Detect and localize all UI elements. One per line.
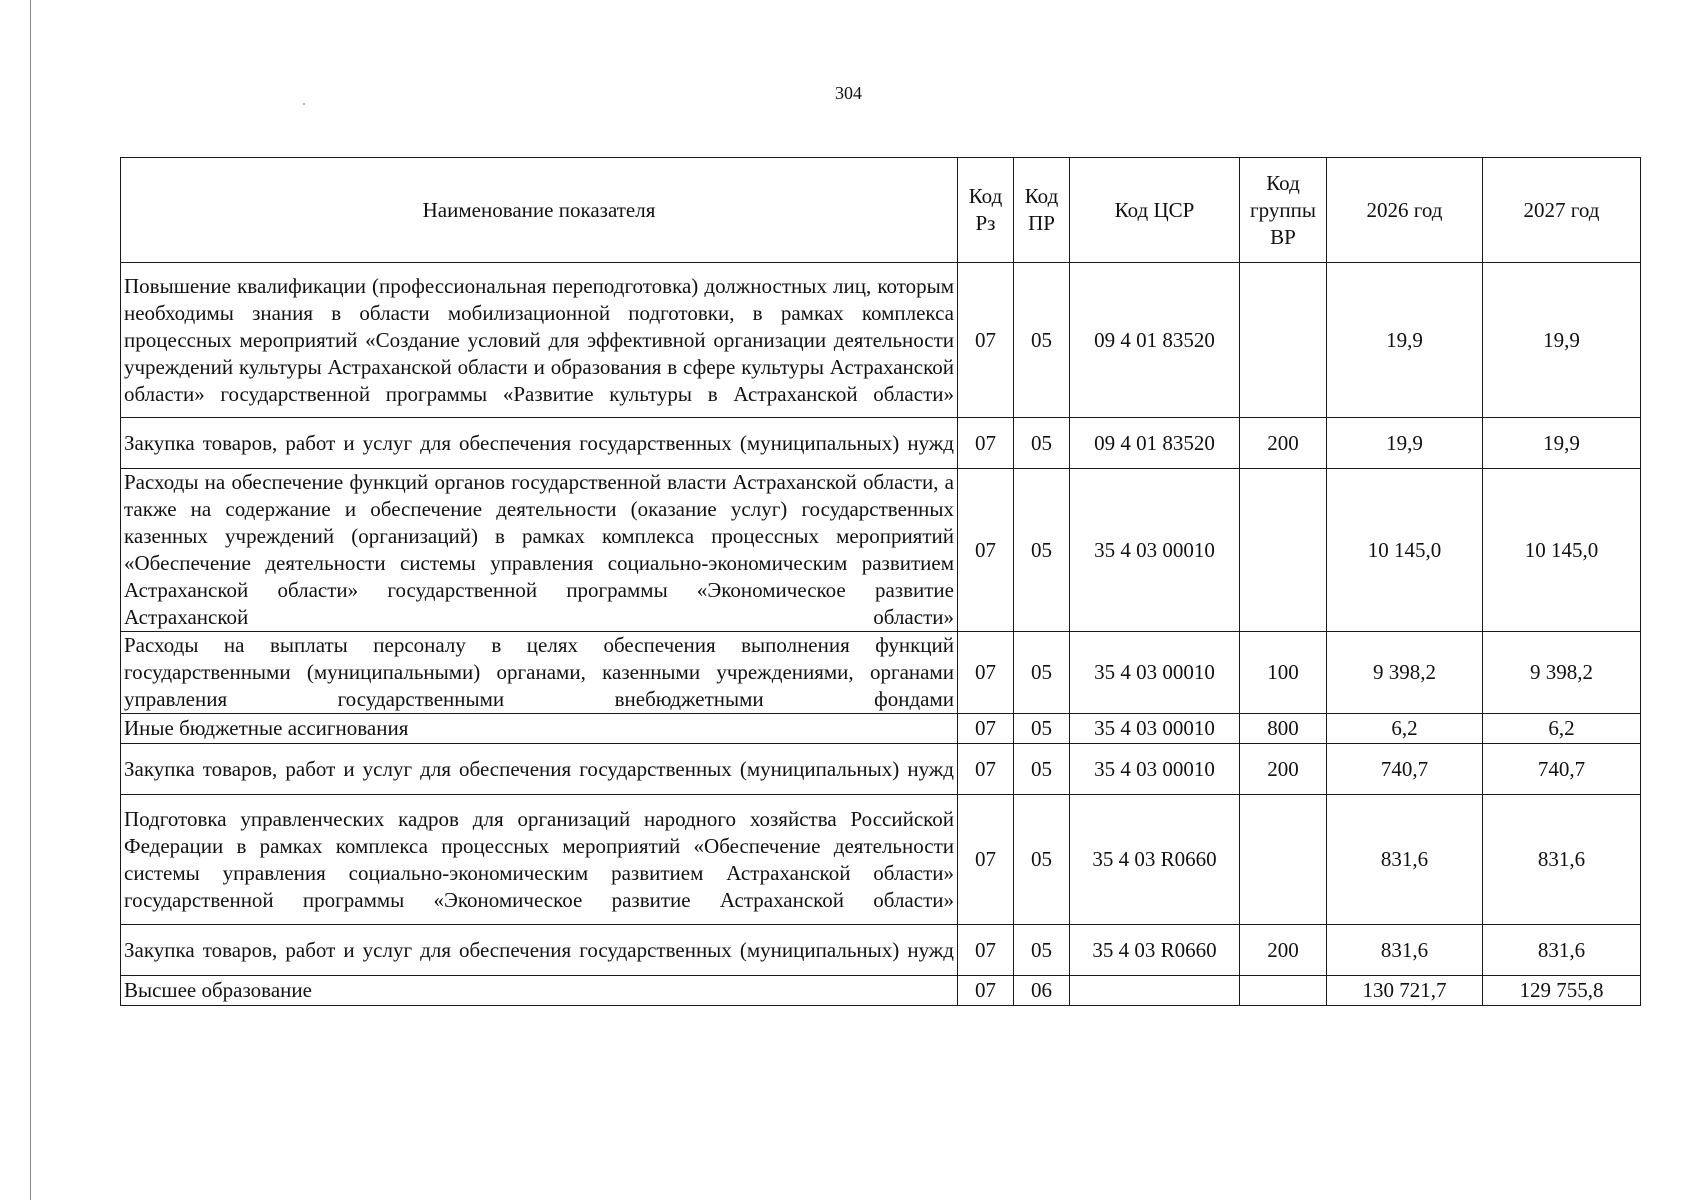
code-pr: 05 <box>1014 795 1070 925</box>
table-row <box>121 714 1641 744</box>
amount-2027: 831,6 <box>1483 795 1641 925</box>
amount-2026: 10 145,0 <box>1327 469 1483 632</box>
indicator-name: Высшее образование <box>121 976 958 1006</box>
amount-2026: 831,6 <box>1327 795 1483 925</box>
code-pr: 05 <box>1014 744 1070 795</box>
header-row <box>121 158 1641 263</box>
code-vr <box>1240 795 1327 925</box>
code-vr: 100 <box>1240 632 1327 714</box>
table-row <box>121 469 1641 632</box>
code-csr: 09 4 01 83520 <box>1070 418 1240 469</box>
amount-2027: 129 755,8 <box>1483 976 1641 1006</box>
amount-2027: 10 145,0 <box>1483 469 1641 632</box>
code-vr: 200 <box>1240 744 1327 795</box>
indicator-name: Расходы на выплаты персоналу в целях обеспечения выполнения функций государственными (муниципальными) органами, казенными учреждениями, органами управления государственными внебюджетными фондами <box>121 632 958 714</box>
code-csr: 35 4 03 00010 <box>1070 714 1240 744</box>
header-name: Наименование показателя <box>121 158 958 263</box>
code-csr: 35 4 03 R0660 <box>1070 925 1240 976</box>
code-pr: 05 <box>1014 714 1070 744</box>
amount-2027: 740,7 <box>1483 744 1641 795</box>
code-rz: 07 <box>958 418 1014 469</box>
code-rz: 07 <box>958 976 1014 1006</box>
code-pr: 05 <box>1014 925 1070 976</box>
indicator-name: Иные бюджетные ассигнования <box>121 714 958 744</box>
indicator-name: Закупка товаров, работ и услуг для обеспечения государственных (муниципальных) нужд <box>121 418 958 469</box>
code-csr: 35 4 03 00010 <box>1070 632 1240 714</box>
indicator-name: Подготовка управленческих кадров для организаций народного хозяйства Российской Федерации в рамках комплекса процессных мероприятий «Обеспечение деятельности системы управления социально-экономическим развитием Астраханской области» государственной программы «Экономическое развитие Астраханской области» <box>121 795 958 925</box>
table-row <box>121 976 1641 1006</box>
code-rz: 07 <box>958 263 1014 418</box>
page-number: 304 <box>835 83 862 103</box>
amount-2027: 19,9 <box>1483 418 1641 469</box>
header-code-pr: Код ПР <box>1014 158 1070 263</box>
code-vr <box>1240 263 1327 418</box>
code-rz: 07 <box>958 795 1014 925</box>
header-code-rz: Код Рз <box>958 158 1014 263</box>
code-csr: 35 4 03 00010 <box>1070 744 1240 795</box>
code-vr: 200 <box>1240 925 1327 976</box>
indicator-name: Повышение квалификации (профессиональная переподготовка) должностных лиц, которым необходимы знания в области мобилизационной подготовки, в рамках комплекса процессных мероприятий «Создание условий для эффективной организации деятельности учреждений культуры Астраханской области и образования в сфере культуры Астраханской области» государственной программы «Развитие культуры в Астраханской области» <box>121 263 958 418</box>
amount-2026: 19,9 <box>1327 418 1483 469</box>
binding-line <box>30 0 31 1200</box>
table-row <box>121 632 1641 714</box>
table-row <box>121 263 1641 418</box>
amount-2026: 6,2 <box>1327 714 1483 744</box>
code-vr <box>1240 469 1327 632</box>
code-pr: 05 <box>1014 263 1070 418</box>
code-rz: 07 <box>958 744 1014 795</box>
code-rz: 07 <box>958 469 1014 632</box>
amount-2026: 831,6 <box>1327 925 1483 976</box>
code-vr: 800 <box>1240 714 1327 744</box>
code-rz: 07 <box>958 714 1014 744</box>
amount-2027: 9 398,2 <box>1483 632 1641 714</box>
table-row <box>121 925 1641 976</box>
amount-2027: 19,9 <box>1483 263 1641 418</box>
header-code-csr: Код ЦСР <box>1070 158 1240 263</box>
code-vr: 200 <box>1240 418 1327 469</box>
header-year-2027: 2027 год <box>1483 158 1641 263</box>
code-vr <box>1240 976 1327 1006</box>
amount-2026: 19,9 <box>1327 263 1483 418</box>
code-pr: 06 <box>1014 976 1070 1006</box>
code-rz: 07 <box>958 632 1014 714</box>
amount-2027: 831,6 <box>1483 925 1641 976</box>
indicator-name: Закупка товаров, работ и услуг для обеспечения государственных (муниципальных) нужд <box>121 744 958 795</box>
amount-2026: 130 721,7 <box>1327 976 1483 1006</box>
code-pr: 05 <box>1014 469 1070 632</box>
code-pr: 05 <box>1014 418 1070 469</box>
budget-table <box>120 157 1641 1006</box>
table-row <box>121 418 1641 469</box>
code-pr: 05 <box>1014 632 1070 714</box>
amount-2026: 740,7 <box>1327 744 1483 795</box>
header-year-2026: 2026 год <box>1327 158 1483 263</box>
table-row <box>121 744 1641 795</box>
indicator-name: Расходы на обеспечение функций органов государственной власти Астраханской области, а также на содержание и обеспечение деятельности (оказание услуг) государственных казенных учреждений (организаций) в рамках комплекса процессных мероприятий «Обеспечение деятельности системы управления социально-экономическим развитием Астраханской области» государственной программы «Экономическое развитие Астраханской области» <box>121 469 958 632</box>
code-csr: 35 4 03 R0660 <box>1070 795 1240 925</box>
code-csr <box>1070 976 1240 1006</box>
code-rz: 07 <box>958 925 1014 976</box>
table-row <box>121 795 1641 925</box>
indicator-name: Закупка товаров, работ и услуг для обеспечения государственных (муниципальных) нужд <box>121 925 958 976</box>
code-csr: 09 4 01 83520 <box>1070 263 1240 418</box>
amount-2027: 6,2 <box>1483 714 1641 744</box>
header-code-vr: Код группы ВР <box>1240 158 1327 263</box>
code-csr: 35 4 03 00010 <box>1070 469 1240 632</box>
amount-2026: 9 398,2 <box>1327 632 1483 714</box>
